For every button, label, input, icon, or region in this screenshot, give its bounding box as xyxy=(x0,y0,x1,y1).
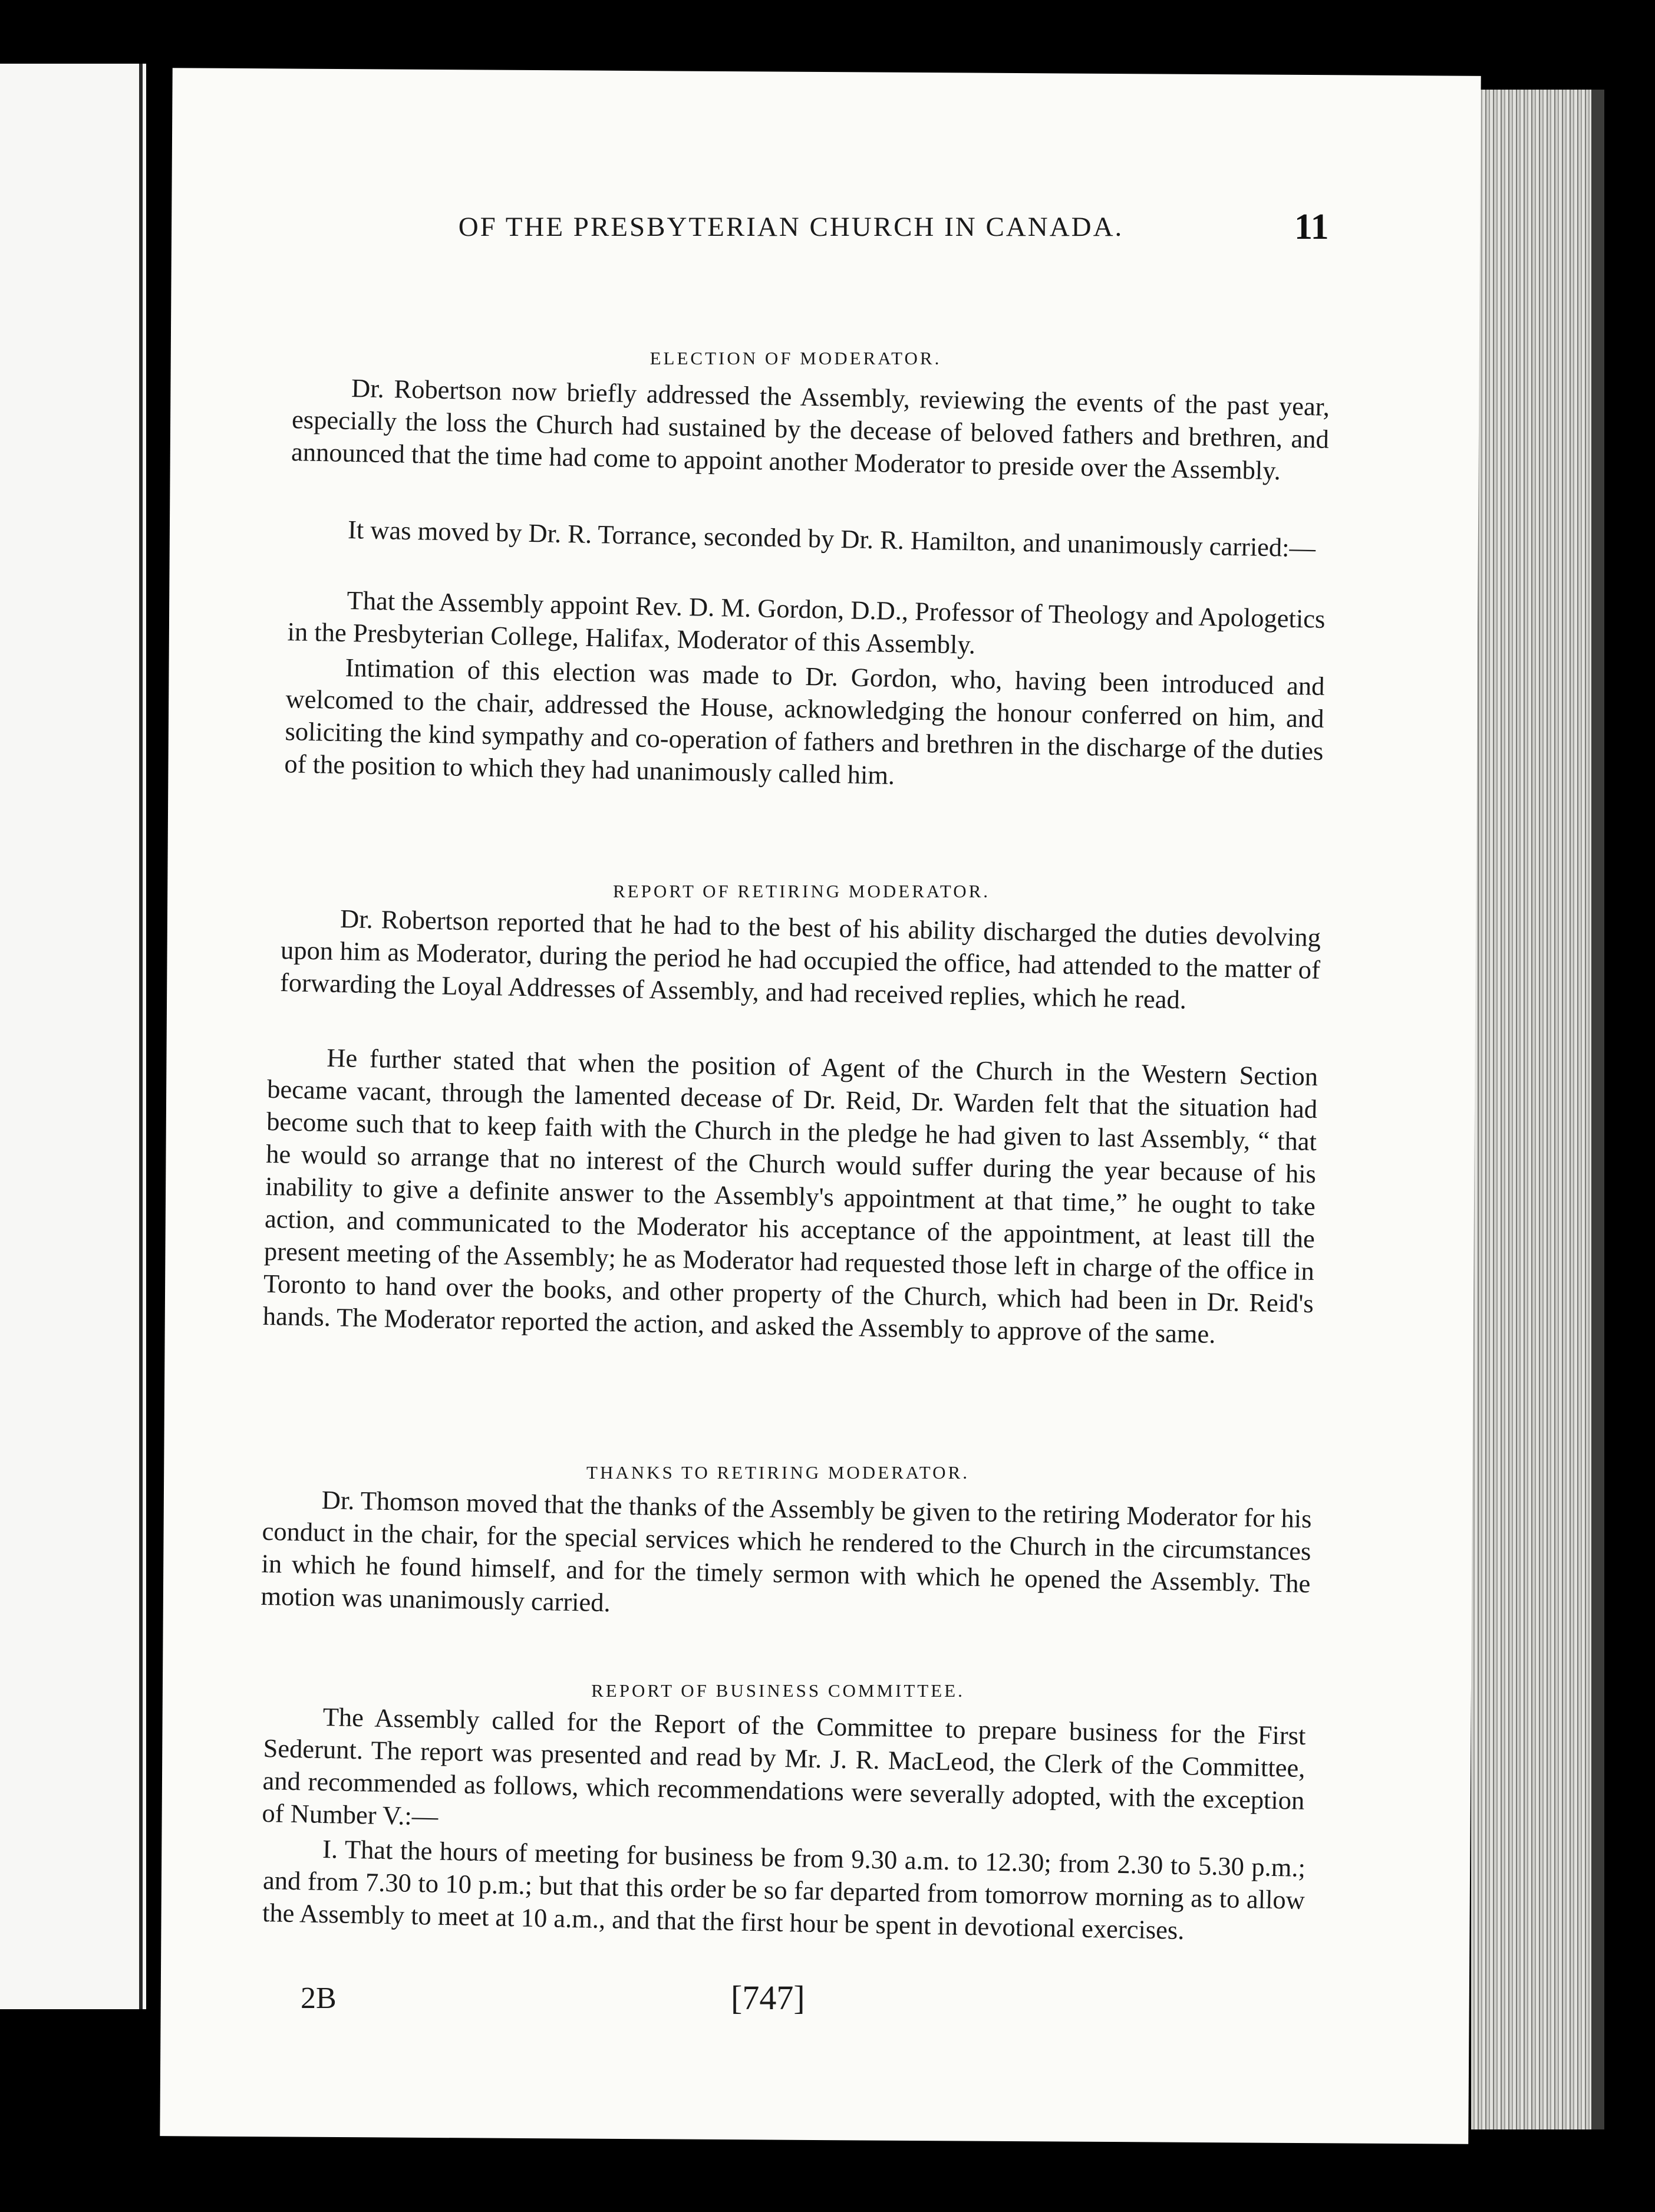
section-heading: THANKS TO RETIRING MODERATOR. xyxy=(586,1462,970,1483)
paragraph: Intimation of this election was made to Dr. Gordon, who, having been introduced and welcomed to the chair, addressed the House, acknowledging the honour conferred on him, and soliciting the kind sympathy and co-operation of fathers and brethren in the discharge of the duties of the position to which they had unanimously called him. xyxy=(284,653,1325,790)
section-heading: REPORT OF RETIRING MODERATOR. xyxy=(612,881,991,901)
running-head: OF THE PRESBYTERIAN CHURCH IN CANADA. xyxy=(458,212,1124,242)
folio-number: 11 xyxy=(1294,207,1329,247)
paragraph: It was moved by Dr. R. Torrance, seconded by Dr. R. Hamilton, and unanimously carried:— xyxy=(347,515,1316,563)
book-gutter xyxy=(139,64,143,2009)
page-block-edges xyxy=(1471,90,1604,2129)
paragraph: The Assembly called for the Report of the Committee to prepare business for the First Sederunt. The report was presented and read by Mr. J. R. MacLeod, the Clerk of the Committee, and recommended as follows, which recommendations were severally adopted, with the exception of Number V.:— xyxy=(262,1701,1306,1831)
section-heading: ELECTION OF MODERATOR. xyxy=(650,348,942,368)
facing-page-edge xyxy=(0,64,146,2009)
section-heading: REPORT OF BUSINESS COMMITTEE. xyxy=(591,1680,965,1701)
signature-mark: 2B xyxy=(301,1981,337,2015)
paragraph: He further stated that when the position of Agent of the Church in the Western Section became vacant, through the lamented decease of Dr. Reid, Dr. Warden felt that the situation had become such that to keep faith with the Church in the pledge he had given to last Assembly, “ that he would so arrange that no interest of the Church would suffer during the year because of his inability to give a definite answer to the Assembly's appointment at that time,” he ought to take action, and communicated to the Moderator his acceptance of the appointment, at least till the present meeting of the Assembly; he as Moderator had requested those left in charge of the office in Toronto to hand over the books, and other property of the Church, which had been in Dr. Reid's hands. The Moderator reported the action, and asked the Assembly to approve of the same. xyxy=(262,1042,1318,1349)
paragraph: Dr. Robertson reported that he had to the best of his ability discharged the duties devolving upon him as Moderator, during the period he had occupied the office, had attended to the matter of forwarding the Loyal Addresses of Assembly, and had received replies, which he read. xyxy=(279,904,1321,1015)
page-block-shadow xyxy=(1591,90,1604,2129)
paragraph: Dr. Thomson moved that the thanks of the Assembly be given to the retiring Moderator for his conduct in the chair, for the special services which he rendered to the Church in the circumstances in which he found himself, and for the timely sermon with which he opened the Assembly. The motion was unanimously carried. xyxy=(261,1484,1312,1618)
paragraph: That the Assembly appoint Rev. D. M. Gordon, D.D., Professor of Theology and Apologetics in the Presbyterian College, Halifax, Moderator of this Assembly. xyxy=(287,585,1326,660)
paragraph: Dr. Robertson now briefly addressed the Assembly, reviewing the events of the past year, especially the loss the Church had sustained by the decease of beloved fathers and brethren, and announced that the time had come to appoint another Moderator to preside over the Assembly. xyxy=(291,373,1330,486)
paragraph: I. That the hours of meeting for business be from 9.30 a.m. to 12.30; from 2.30 to 5.30 p.m.; and from 7.30 to 10 p.m.; but that this order be so far departed from tomorrow morning as to allow the Assembly to meet at 10 a.m., and that the first hour be spent in devotional exercises. xyxy=(262,1834,1306,1946)
page-number: [747] xyxy=(731,1979,805,2017)
